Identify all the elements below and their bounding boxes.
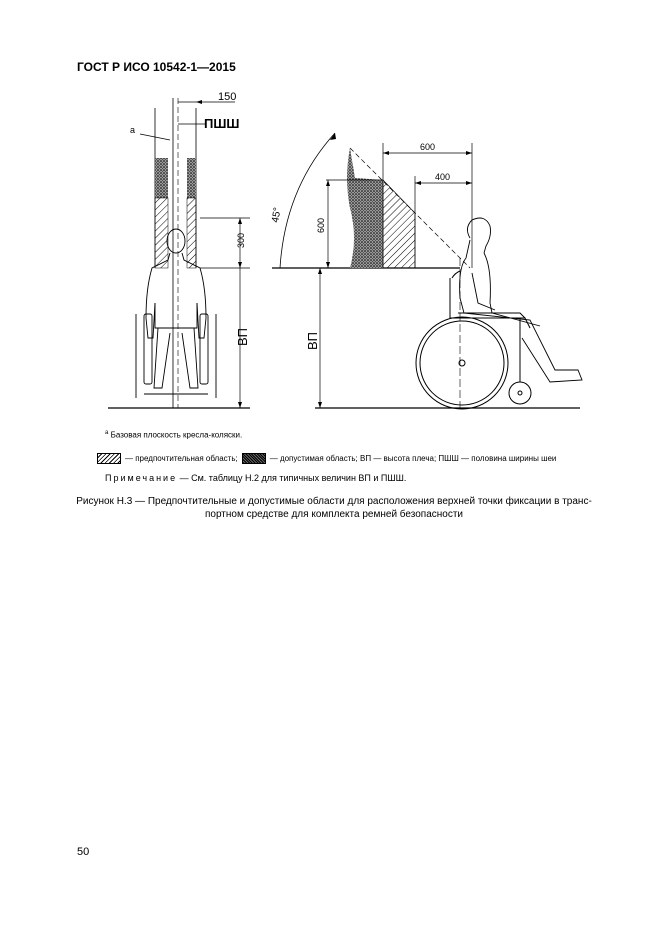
person-side xyxy=(460,218,582,382)
note-label: Примечание xyxy=(105,473,178,483)
front-view xyxy=(108,91,250,408)
dim-300-label: 300 xyxy=(236,232,246,248)
document-header: ГОСТ Р ИСО 10542-1—2015 xyxy=(77,60,236,74)
angle-45-label: 45° xyxy=(270,206,284,224)
dim-pshsh-label: ПШШ xyxy=(204,116,240,131)
dim-vp-left-label: ВП xyxy=(235,327,250,346)
preferred-area-swatch xyxy=(97,453,121,464)
dim-600-top-label: 600 xyxy=(420,142,436,152)
person-front xyxy=(136,229,216,398)
label-a: a xyxy=(130,125,136,135)
legend-permitted-text: — допустимая область; ВП — высота плеча; ПШШ — половина ширины шеи xyxy=(269,454,557,463)
legend xyxy=(97,453,560,464)
footnote xyxy=(105,430,242,440)
side-view xyxy=(270,133,582,409)
wheelchair-side xyxy=(416,271,531,409)
figure-caption: Рисунок Н.3 — Предпочтительные и допустимые области для расположения верхней точки фиксации в транс-портном средстве для комплекта ремней безопасности xyxy=(76,496,592,520)
note xyxy=(105,473,406,483)
note-text: — См. таблицу Н.2 для типичных величин ВП и ПШШ. xyxy=(179,473,407,483)
footnote-marker: a xyxy=(105,430,109,436)
dim-400-label: 400 xyxy=(435,172,451,182)
page-number: 50 xyxy=(77,846,90,858)
dim-150-label: 150 xyxy=(218,91,237,103)
figure-h3 xyxy=(100,88,600,418)
dim-vp-right-label: ВП xyxy=(305,331,320,350)
dim-600-vert-label: 600 xyxy=(316,217,326,233)
figure-drawing xyxy=(100,88,600,418)
legend-preferred-text: — предпочтительная область; xyxy=(125,454,238,463)
permitted-area-swatch xyxy=(242,453,266,464)
footnote-text: Базовая плоскость кресла-коляски. xyxy=(110,430,243,440)
